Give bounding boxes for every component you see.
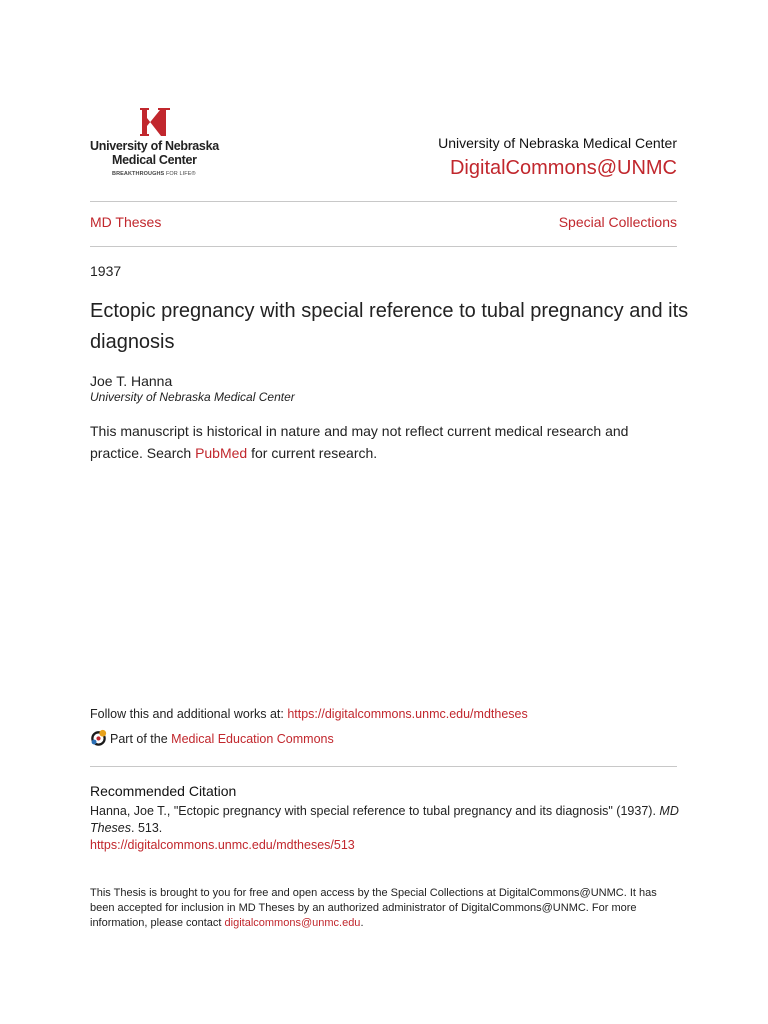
- nav-divider: [90, 246, 677, 247]
- author-name: Joe T. Hanna: [90, 373, 173, 389]
- logo-tagline-rest: FOR LIFE: [164, 171, 192, 177]
- repository-link[interactable]: DigitalCommons@UNMC: [449, 157, 677, 179]
- logo-tagline-bold: BREAKTHROUGHS: [112, 171, 165, 177]
- notice-text-end: for current research.: [247, 445, 378, 461]
- logo-tagline: [112, 171, 196, 177]
- follow-prefix: Follow this and additional works at:: [90, 707, 288, 721]
- citation-main: Hanna, Joe T., "Ectopic pregnancy with special reference to tubal pregnancy and its diagnosis" (1937).: [90, 804, 660, 818]
- citation-series: MD Theses: [90, 804, 679, 835]
- access-statement: [90, 886, 670, 931]
- follow-line: [90, 707, 528, 721]
- medical-education-commons-link[interactable]: Medical Education Commons: [171, 732, 334, 746]
- header-divider: [90, 201, 677, 202]
- logo-line-medical-center: Medical Center: [112, 153, 197, 167]
- notice-text: This manuscript is historical in nature and may not reflect current medical research and practice. Search: [90, 423, 629, 461]
- collection-url-link[interactable]: https://digitalcommons.unmc.edu/mdtheses: [287, 707, 528, 721]
- citation-number: . 513.: [131, 821, 163, 835]
- citation-url-link[interactable]: https://digitalcommons.unmc.edu/mdtheses/513: [90, 838, 355, 852]
- document-title: Ectopic pregnancy with special reference to tubal pregnancy and its diagnosis: [90, 300, 689, 353]
- network-commons-icon: [90, 729, 107, 746]
- logo-line-university: University of Nebraska: [90, 139, 219, 153]
- part-of-prefix: Part of the: [110, 732, 172, 746]
- part-of-line: [90, 729, 334, 749]
- access-statement-end: .: [360, 917, 364, 929]
- publication-year: 1937: [90, 263, 122, 279]
- historical-notice: [90, 420, 680, 464]
- contact-email-link[interactable]: digitalcommons@unmc.edu: [224, 917, 361, 929]
- access-statement-text: This Thesis is brought to you for free and open access by the Special Collections at DigitalCommons@UNMC. It has been accepted for inclusion in MD Theses by an authorized administrator of DigitalCommons@UNMC. For more information, please contact: [90, 887, 657, 929]
- md-theses-link[interactable]: MD Theses: [90, 214, 162, 230]
- pubmed-link[interactable]: PubMed: [195, 445, 248, 461]
- recommended-citation-heading: Recommended Citation: [90, 783, 237, 799]
- special-collections-link[interactable]: Special Collections: [558, 214, 677, 230]
- logo-tagline-mark: ®: [191, 171, 196, 177]
- unmc-logo: [90, 106, 226, 180]
- author-affiliation: University of Nebraska Medical Center: [90, 390, 295, 404]
- institution-name: University of Nebraska Medical Center: [438, 135, 677, 151]
- citation-text: [90, 803, 680, 837]
- nebraska-n-logo-icon: [138, 106, 172, 138]
- citation-divider: [90, 766, 677, 767]
